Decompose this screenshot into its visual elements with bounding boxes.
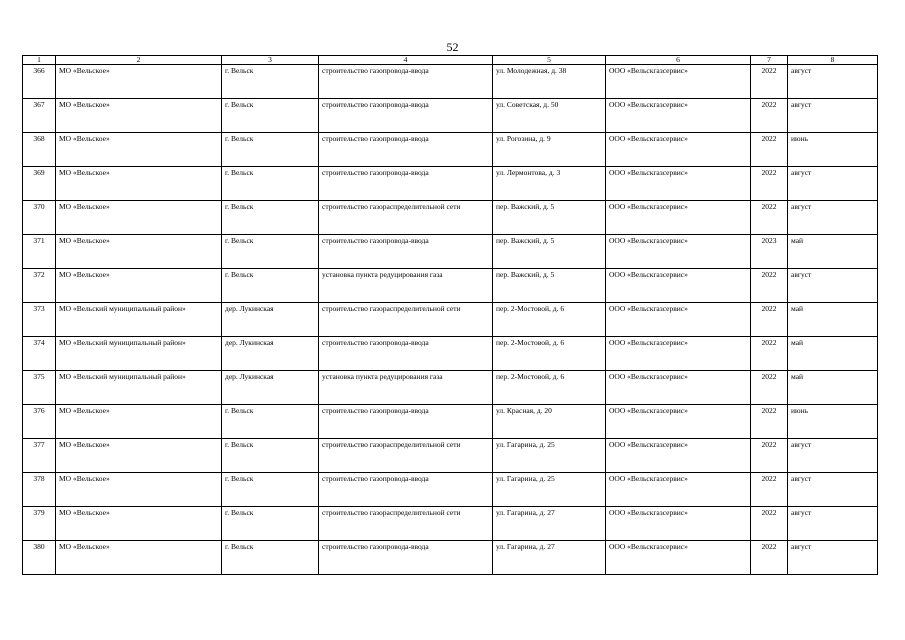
locality-cell: г. Вельск (222, 65, 319, 99)
locality-cell: г. Вельск (222, 167, 319, 201)
organization-cell: ООО «Вельскгазсервис» (606, 337, 751, 371)
table-row (23, 99, 878, 133)
table-row (23, 167, 878, 201)
table-row (23, 473, 878, 507)
work-type-cell: строительство газораспределительной сети (319, 303, 493, 337)
address-cell: пер. 2-Мостовой, д. 6 (493, 337, 606, 371)
locality-cell: г. Вельск (222, 269, 319, 303)
address-cell: ул. Лермонтова, д. 3 (493, 167, 606, 201)
work-type-cell: строительство газораспределительной сети (319, 201, 493, 235)
month-cell: июнь (788, 133, 878, 167)
table-row (23, 303, 878, 337)
work-type-cell: строительство газопровода-ввода (319, 167, 493, 201)
work-type-cell: строительство газораспределительной сети (319, 439, 493, 473)
municipality-cell: МО «Вельское» (56, 405, 222, 439)
municipality-cell: МО «Вельское» (56, 133, 222, 167)
month-cell: май (788, 303, 878, 337)
work-type-cell: строительство газопровода-ввода (319, 99, 493, 133)
row-number: 377 (23, 439, 56, 473)
locality-cell: г. Вельск (222, 507, 319, 541)
column-header: 1 (23, 56, 56, 65)
locality-cell: г. Вельск (222, 541, 319, 575)
municipality-cell: МО «Вельское» (56, 99, 222, 133)
year-cell: 2022 (751, 541, 788, 575)
month-cell: август (788, 269, 878, 303)
locality-cell: г. Вельск (222, 235, 319, 269)
address-cell: ул. Гагарина, д. 25 (493, 439, 606, 473)
month-cell: май (788, 371, 878, 405)
year-cell: 2022 (751, 65, 788, 99)
year-cell: 2022 (751, 405, 788, 439)
work-type-cell: строительство газораспределительной сети (319, 507, 493, 541)
table-row (23, 235, 878, 269)
address-cell: пер. Важский, д. 5 (493, 201, 606, 235)
month-cell: август (788, 65, 878, 99)
address-cell: пер. Важский, д. 5 (493, 269, 606, 303)
table-row (23, 541, 878, 575)
work-type-cell: установка пункта редуцирования газа (319, 371, 493, 405)
municipality-cell: МО «Вельское» (56, 201, 222, 235)
table-row (23, 405, 878, 439)
table-row (23, 439, 878, 473)
locality-cell: г. Вельск (222, 201, 319, 235)
address-cell: пер. Важский, д. 5 (493, 235, 606, 269)
address-cell: пер. 2-Мостовой, д. 6 (493, 303, 606, 337)
municipality-cell: МО «Вельский муниципальный район» (56, 371, 222, 405)
locality-cell: г. Вельск (222, 99, 319, 133)
locality-cell: г. Вельск (222, 439, 319, 473)
month-cell: август (788, 201, 878, 235)
column-header: 5 (493, 56, 606, 65)
municipality-cell: МО «Вельский муниципальный район» (56, 303, 222, 337)
row-number: 373 (23, 303, 56, 337)
municipality-cell: МО «Вельское» (56, 65, 222, 99)
year-cell: 2022 (751, 507, 788, 541)
month-cell: август (788, 473, 878, 507)
locality-cell: г. Вельск (222, 133, 319, 167)
locality-cell: г. Вельск (222, 473, 319, 507)
work-type-cell: строительство газопровода-ввода (319, 133, 493, 167)
year-cell: 2022 (751, 99, 788, 133)
year-cell: 2022 (751, 201, 788, 235)
municipality-cell: МО «Вельский муниципальный район» (56, 337, 222, 371)
month-cell: август (788, 507, 878, 541)
organization-cell: ООО «Вельскгазсервис» (606, 473, 751, 507)
works-table (22, 55, 878, 575)
organization-cell: ООО «Вельскгазсервис» (606, 405, 751, 439)
work-type-cell: строительство газопровода-ввода (319, 337, 493, 371)
table-row (23, 337, 878, 371)
column-header: 4 (319, 56, 493, 65)
locality-cell: дер. Лукинская (222, 337, 319, 371)
year-cell: 2022 (751, 167, 788, 201)
address-cell: ул. Гагарина, д. 27 (493, 541, 606, 575)
row-number: 375 (23, 371, 56, 405)
municipality-cell: МО «Вельское» (56, 439, 222, 473)
row-number: 366 (23, 65, 56, 99)
year-cell: 2022 (751, 439, 788, 473)
page-number: 52 (446, 40, 459, 54)
month-cell: июнь (788, 405, 878, 439)
year-cell: 2022 (751, 269, 788, 303)
organization-cell: ООО «Вельскгазсервис» (606, 201, 751, 235)
organization-cell: ООО «Вельскгазсервис» (606, 303, 751, 337)
address-cell: ул. Гагарина, д. 25 (493, 473, 606, 507)
row-number: 379 (23, 507, 56, 541)
column-header: 3 (222, 56, 319, 65)
table-row (23, 201, 878, 235)
year-cell: 2022 (751, 337, 788, 371)
locality-cell: дер. Лукинская (222, 303, 319, 337)
row-number: 367 (23, 99, 56, 133)
row-number: 376 (23, 405, 56, 439)
work-type-cell: строительство газопровода-ввода (319, 235, 493, 269)
table-row (23, 133, 878, 167)
municipality-cell: МО «Вельское» (56, 507, 222, 541)
organization-cell: ООО «Вельскгазсервис» (606, 439, 751, 473)
organization-cell: ООО «Вельскгазсервис» (606, 133, 751, 167)
municipality-cell: МО «Вельское» (56, 167, 222, 201)
address-cell: ул. Красная, д. 20 (493, 405, 606, 439)
month-cell: август (788, 99, 878, 133)
month-cell: май (788, 235, 878, 269)
organization-cell: ООО «Вельскгазсервис» (606, 235, 751, 269)
organization-cell: ООО «Вельскгазсервис» (606, 507, 751, 541)
municipality-cell: МО «Вельское» (56, 235, 222, 269)
row-number: 380 (23, 541, 56, 575)
address-cell: пер. 2-Мостовой, д. 6 (493, 371, 606, 405)
table-row (23, 269, 878, 303)
organization-cell: ООО «Вельскгазсервис» (606, 99, 751, 133)
locality-cell: дер. Лукинская (222, 371, 319, 405)
year-cell: 2022 (751, 473, 788, 507)
month-cell: май (788, 337, 878, 371)
row-number: 369 (23, 167, 56, 201)
year-cell: 2022 (751, 371, 788, 405)
work-type-cell: строительство газопровода-ввода (319, 541, 493, 575)
column-header: 7 (751, 56, 788, 65)
month-cell: август (788, 439, 878, 473)
row-number: 374 (23, 337, 56, 371)
organization-cell: ООО «Вельскгазсервис» (606, 371, 751, 405)
year-cell: 2022 (751, 303, 788, 337)
row-number: 368 (23, 133, 56, 167)
organization-cell: ООО «Вельскгазсервис» (606, 167, 751, 201)
column-number-row (23, 56, 878, 65)
column-header: 2 (56, 56, 222, 65)
organization-cell: ООО «Вельскгазсервис» (606, 65, 751, 99)
month-cell: август (788, 167, 878, 201)
column-header: 8 (788, 56, 878, 65)
work-type-cell: строительство газопровода-ввода (319, 65, 493, 99)
work-type-cell: строительство газопровода-ввода (319, 473, 493, 507)
work-type-cell: установка пункта редуцирования газа (319, 269, 493, 303)
row-number: 370 (23, 201, 56, 235)
address-cell: ул. Молодежная, д. 38 (493, 65, 606, 99)
table-row (23, 371, 878, 405)
year-cell: 2023 (751, 235, 788, 269)
organization-cell: ООО «Вельскгазсервис» (606, 541, 751, 575)
municipality-cell: МО «Вельское» (56, 473, 222, 507)
municipality-cell: МО «Вельское» (56, 541, 222, 575)
table-row (23, 507, 878, 541)
month-cell: август (788, 541, 878, 575)
row-number: 371 (23, 235, 56, 269)
column-header: 6 (606, 56, 751, 65)
work-type-cell: строительство газопровода-ввода (319, 405, 493, 439)
row-number: 372 (23, 269, 56, 303)
organization-cell: ООО «Вельскгазсервис» (606, 269, 751, 303)
locality-cell: г. Вельск (222, 405, 319, 439)
address-cell: ул. Советская, д. 50 (493, 99, 606, 133)
address-cell: ул. Рогозина, д. 9 (493, 133, 606, 167)
municipality-cell: МО «Вельское» (56, 269, 222, 303)
year-cell: 2022 (751, 133, 788, 167)
table-row (23, 65, 878, 99)
row-number: 378 (23, 473, 56, 507)
address-cell: ул. Гагарина, д. 27 (493, 507, 606, 541)
